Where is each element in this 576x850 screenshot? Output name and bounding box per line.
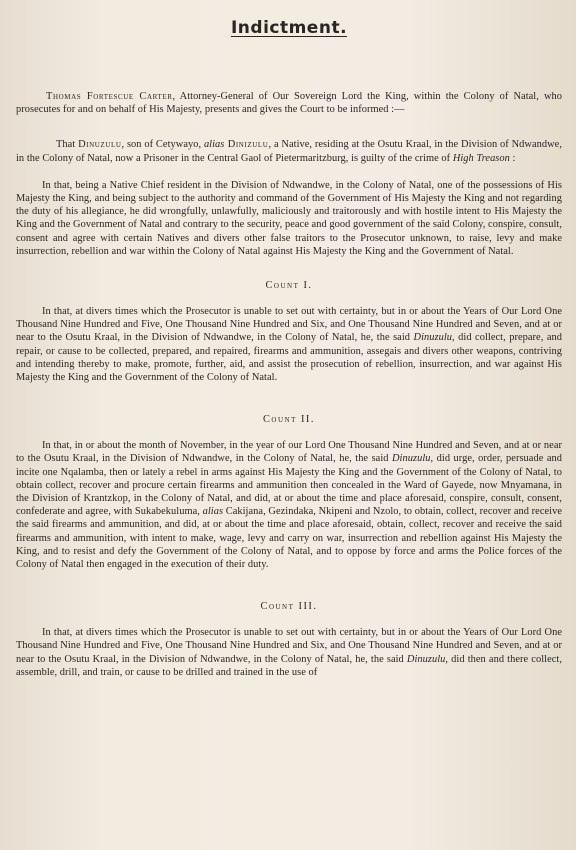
count-1-name: Dinuzulu [413,332,453,344]
count-3-heading: Count III. [260,601,318,613]
count-2-heading: Count II. [263,414,315,426]
count-1-text-a: In that, at divers times which the Prosecutor is unable to set out with certainty, but in or about the Years of Our Lord One Thousand Nine Hundred and Five, One Thousand Nine Hundred and Six, and One Thousand Nine Hundred and Seven, and at or near to the Osutu Kraal, in the Division of Ndwandwe, in the Colony of Natal, he, the said [16,306,562,344]
accused-alias: Dinizulu [224,139,269,151]
count-3-text-b: , did then and there collect, assemble, drill, and train, or cause to be drilled and trained in the use of [16,653,562,678]
accused-text-pre: That [56,139,79,151]
accused-name: Dinuzulu [78,139,122,151]
alias-label: alias [203,139,225,151]
count-1-text-b: , did collect, prepare, and repair, or cause to be collected, prepared, and repaired, firearms and ammunition, assegais and divers other weapons, contriving and intending thereby to make, promote, further, aid, and assist the prosecution of rebellion, insurrection, and war against His Majesty the King and the Government of the Colony of Natal. [16,332,563,384]
accused-text-mid2: , a Native, residing at the Osutu Kraal, in the Division of Ndwandwe, in the Colony of Natal, now a Prisoner in the Central Gaol of Pietermaritzburg, is guilty of the crime of [16,139,562,164]
intro-paragraph [16,90,562,116]
accused-text-mid1: , son of Cetywayo, [121,139,204,151]
count-3-text [16,626,562,679]
count-2-text [16,439,562,571]
count-1-text [16,305,562,384]
count-2-alias-label: alias [202,506,224,518]
accused-text-end: : [509,152,516,164]
count-3-name: Dinuzulu [406,653,446,665]
count-1-heading: Count I. [265,280,313,292]
count-2-text-b: , did urge, order, persuade and incite one Nqalamba, then or lately a rebel in arms against His Majesty the King and the Government of the Colony of Natal, to obtain collect, recover and procure certain firearms and ammunition then concealed in the Ward of Gayede, now Mnyamana, in the Division of Krantzkop, in the Colony of Natal, and did, at or about the time and place aforesaid, conspire, consult, consent, confederate and agree, with Sukabekuluma, [16,453,562,518]
intro-text: , Attorney-General of Our Sovereign Lord the King, within the Colony of Natal, who prosecutes for and on behalf of His Majesty, presents and gives the Court to be informed :— [16,91,562,116]
page-title: Indictment. [230,18,348,38]
charge-paragraph: In that, being a Native Chief resident in the Division of Ndwandwe, in the Colony of Natal, one of the possessions of His Majesty the King, and being subject to the authority and command of the Government of His Majesty the King and not regarding the duty of his allegiance, he did wrongfully, unlawfully, maliciously and traitorously and with hostile intent to His Majesty the King and the Government of Natal and contrary to the security, peace and good government of the said Colony, conspire, consult, consent and agree with certain Natives and divers other false traitors to the Prosecutor unknown, to raise, levy and make insurrection, rebellion and war within the Colony of Natal against His Majesty the King and the Government of Natal. [16,179,562,257]
count-3-text-a: In that, at divers times which the Prosecutor is unable to set out with certainty, but in or about the Years of Our Lord One Thousand Nine Hundred and Five, One Thousand Nine Hundred and Six, and One Thousand Nine Hundred and Seven, and at or near to the Osutu Kraal, in the Division of Ndwandwe, in the Colony of Natal, he, the said [16,627,562,665]
count-2-text-c: Cakijana, Gezindaka, Nkipeni and Nzolo, to obtain, collect, recover and receive the said firearms and ammunition, and did, at or about the time and place aforesaid, obtain, collect, recover and receive the said firearms and ammunition, with intent to make, wage, levy and carry on war, insurrection and rebellion against His Majesty the King, and to resist and defy the Government of the Colony of Natal, and to oppose by force and arms the Police forces of the Colony of Natal then engaged in the execution of their duty. [16,506,563,571]
attorney-name: Thomas Fortescue Carter [46,91,173,102]
count-2-text-a: In that, in or about the month of November, in the year of our Lord One Thousand Nine Hundred and Seven, and at or near to the Osutu Kraal, in the Division of Ndwandwe, in the Colony of Natal, he, the said [16,440,562,465]
count-2-name: Dinuzulu [392,453,431,465]
crime-name: High Treason [452,152,510,164]
accused-paragraph [16,138,562,164]
